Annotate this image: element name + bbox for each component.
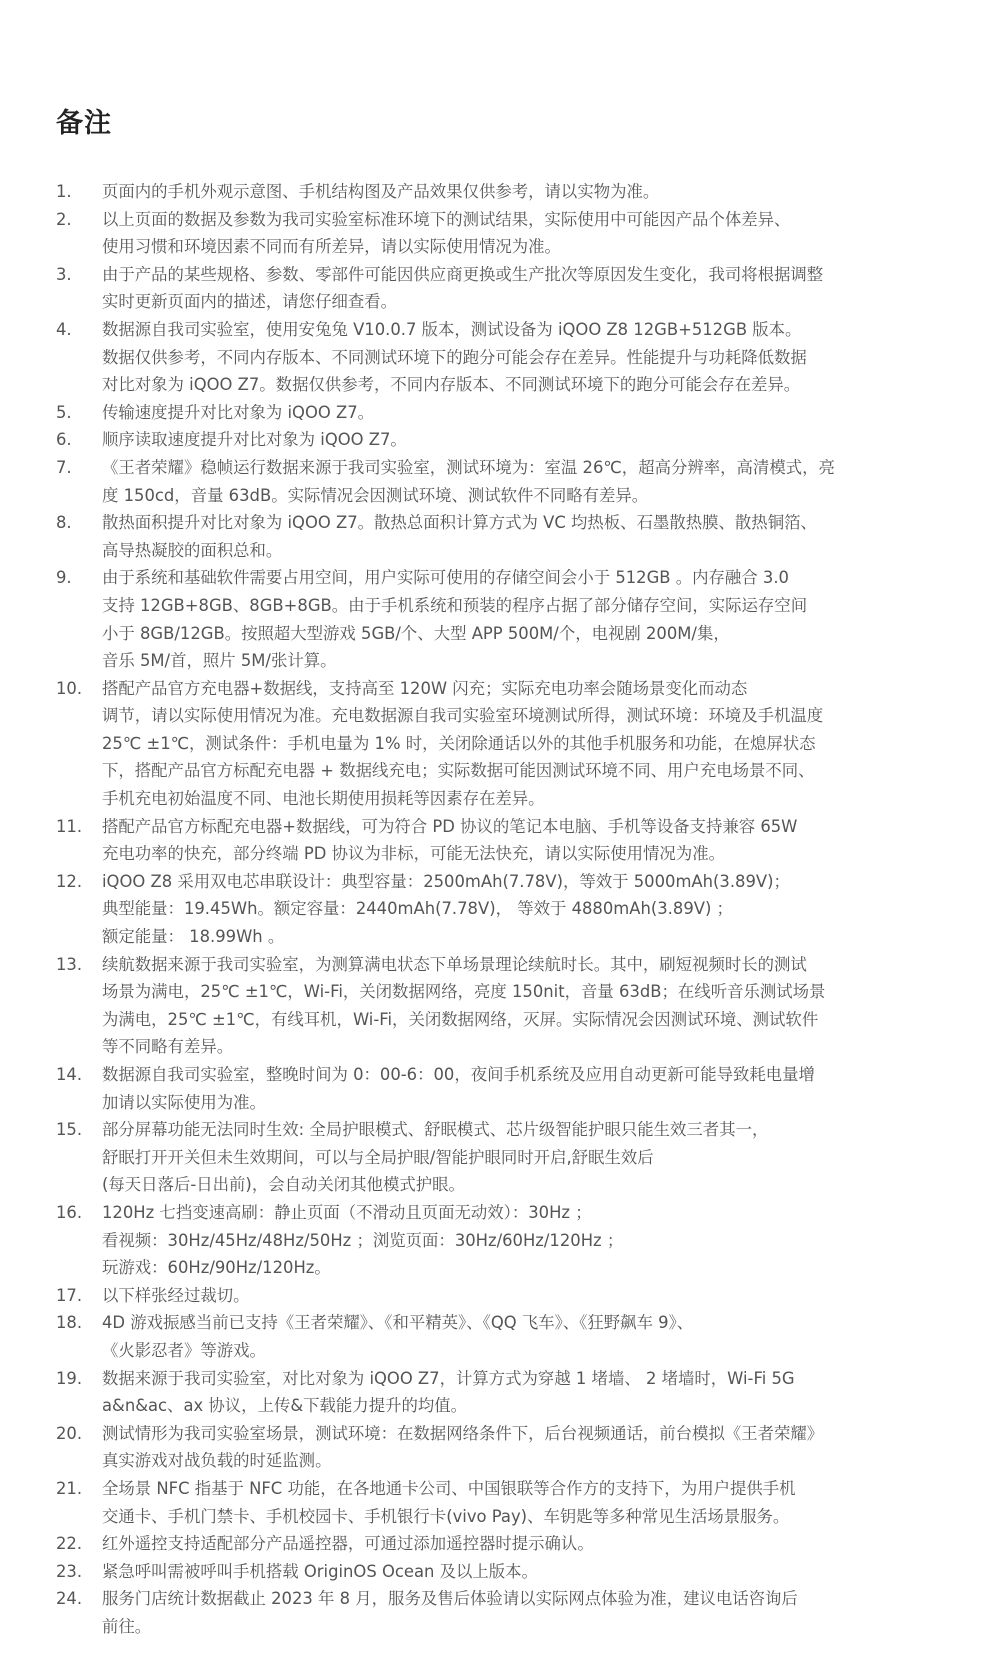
note-number: 15.	[56, 1120, 83, 1140]
note-text-line: 以下样张经过裁切。	[102, 1285, 250, 1305]
note-text	[102, 675, 950, 813]
note-text-line: 等不同略有差异。	[102, 1037, 234, 1057]
note-text	[102, 1365, 950, 1420]
note-number: 24.	[56, 1589, 83, 1609]
note-text-line: 支持 12GB+8GB、8GB+8GB。由于手机系统和预装的程序占据了部分储存空间，实际运存空间	[102, 595, 808, 615]
note-item	[56, 564, 950, 674]
note-text-line: 真实游戏对战负载的时延监测。	[102, 1451, 332, 1471]
note-text-line: 玩游戏：60Hz/90Hz/120Hz。	[102, 1258, 331, 1278]
note-number: 7.	[56, 457, 72, 477]
note-text	[102, 813, 950, 868]
note-item	[56, 399, 950, 427]
note-item	[56, 1199, 950, 1282]
note-text	[102, 178, 950, 206]
note-text-line: a&n&ac、ax 协议，上传&下载能力提升的均值。	[102, 1396, 468, 1416]
note-number: 19.	[56, 1368, 83, 1388]
note-item	[56, 1282, 950, 1310]
note-text-line: 由于系统和基础软件需要占用空间，用户实际可使用的存储空间会小于 512GB 。内存融合 3.0	[102, 568, 789, 588]
note-text	[102, 1475, 950, 1530]
note-text-line: 4D 游戏振感当前已支持《王者荣耀》、《和平精英》、《QQ 飞车》、《狂野飙车 9》、	[102, 1313, 694, 1333]
note-item	[56, 1585, 950, 1640]
note-text	[102, 509, 950, 564]
note-number: 9.	[56, 568, 72, 588]
note-item	[56, 426, 950, 454]
note-text-line: 舒眠打开开关但未生效期间，可以与全局护眼/智能护眼同时开启,舒眠生效后	[102, 1147, 654, 1167]
note-text-line: 页面内的手机外观示意图、手机结构图及产品效果仅供参考，请以实物为准。	[102, 182, 660, 201]
note-number: 22.	[56, 1534, 83, 1554]
note-number: 6.	[56, 430, 72, 450]
note-text	[102, 399, 950, 427]
note-text	[102, 261, 950, 316]
note-number: 23.	[56, 1561, 83, 1581]
note-text-line: 调节，请以实际使用情况为准。充电数据源自我司实验室环境测试所得，测试环境：环境及手机温度	[102, 706, 824, 726]
notes-list	[56, 178, 950, 1640]
note-item	[56, 206, 950, 261]
note-text	[102, 1061, 950, 1116]
note-text-line: (每天日落后-日出前)，会自动关闭其他模式护眼。	[102, 1175, 465, 1195]
note-text-line: 数据源自我司实验室，整晚时间为 0：00-6：00，夜间手机系统及应用自动更新可能导致耗电量增	[102, 1065, 815, 1084]
note-text-line: 为满电，25℃ ±1℃，有线耳机，Wi-Fi，关闭数据网络，灭屏。实际情况会因测试环境、测试软件	[102, 1009, 819, 1029]
note-text-line: 搭配产品官方充电器+数据线，支持高至 120W 闪充；实际充电功率会随场景变化而动态	[102, 678, 748, 698]
note-number: 3.	[56, 264, 72, 284]
note-text	[102, 426, 950, 454]
note-text-line: 25℃ ±1℃，测试条件：手机电量为 1% 时，关闭除通话以外的其他手机服务和功能，在熄屏状态	[102, 733, 816, 753]
note-text-line: 数据来源于我司实验室，对比对象为 iQOO Z7，计算方式为穿越 1 堵墙、 2 堵墙时，Wi-Fi 5G	[102, 1368, 795, 1388]
note-number: 21.	[56, 1478, 83, 1498]
note-text-line: iQOO Z8 采用双电芯串联设计：典型容量：2500mAh(7.78V)，等效于 5000mAh(3.89V)；	[102, 871, 790, 891]
note-text-line: 以上页面的数据及参数为我司实验室标准环境下的测试结果，实际使用中可能因产品个体差异、	[102, 209, 791, 229]
note-item	[56, 813, 950, 868]
note-text-line: 实时更新页面内的描述，请您仔细查看。	[102, 292, 398, 312]
note-text	[102, 316, 950, 399]
note-number: 11.	[56, 816, 83, 836]
note-text-line: 服务门店统计数据截止 2023 年 8 月，服务及售后体验请以实际网点体验为准，建议电话咨询后	[102, 1589, 798, 1609]
note-number: 4.	[56, 319, 72, 339]
note-number: 10.	[56, 678, 83, 698]
note-number: 8.	[56, 513, 72, 533]
note-text-line: 《火影忍者》等游戏。	[102, 1340, 266, 1360]
note-text-line: 手机充电初始温度不同、电池长期使用损耗等因素存在差异。	[102, 789, 545, 809]
note-text	[102, 1116, 950, 1199]
note-text-line: 下，搭配产品官方标配充电器 + 数据线充电；实际数据可能因测试环境不同、用户充电场景不同、	[102, 761, 815, 781]
note-text	[102, 1558, 950, 1586]
note-item	[56, 951, 950, 1061]
note-number: 20.	[56, 1423, 83, 1443]
note-text	[102, 206, 950, 261]
note-item	[56, 509, 950, 564]
note-number: 1.	[56, 182, 72, 201]
note-text-line: 测试情形为我司实验室场景，测试环境：在数据网络条件下，后台视频通话，前台模拟《王者荣耀》	[102, 1423, 824, 1443]
note-text-line: 加请以实际使用为准。	[102, 1092, 266, 1112]
note-text-line: 交通卡、手机门禁卡、手机校园卡、手机银行卡(vivo Pay)、车钥匙等多种常见生活场景服务。	[102, 1506, 790, 1526]
note-text	[102, 951, 950, 1061]
note-text-line: 度 150cd，音量 63dB。实际情况会因测试环境、测试软件不同略有差异。	[102, 485, 649, 505]
note-text-line: 数据源自我司实验室，使用安兔兔 V10.0.7 版本，测试设备为 iQOO Z8 12GB+512GB 版本。	[102, 319, 802, 339]
note-text	[102, 1530, 950, 1558]
note-text	[102, 1282, 950, 1310]
note-text-line: 小于 8GB/12GB。按照超大型游戏 5GB/个、大型 APP 500M/个，电视剧 200M/集，	[102, 623, 730, 643]
note-text-line: 典型能量：19.45Wh。额定容量：2440mAh(7.78V)， 等效于 4880mAh(3.89V) ；	[102, 899, 733, 919]
note-text	[102, 454, 950, 509]
note-item	[56, 675, 950, 813]
note-item	[56, 1475, 950, 1530]
note-number: 14.	[56, 1065, 83, 1084]
note-text-line: 充电功率的快充，部分终端 PD 协议为非标，可能无法快充，请以实际使用情况为准。	[102, 844, 725, 864]
note-item	[56, 316, 950, 399]
note-item	[56, 1309, 950, 1364]
note-text-line: 高导热凝胶的面积总和。	[102, 540, 283, 560]
note-text-line: 由于产品的某些规格、参数、零部件可能因供应商更换或生产批次等原因发生变化，我司将根据调整	[102, 264, 824, 284]
note-text-line: 对比对象为 iQOO Z7。数据仅供参考，不同内存版本、不同测试环境下的跑分可能会存在差异。	[102, 375, 801, 395]
note-item	[56, 1116, 950, 1199]
note-number: 16.	[56, 1202, 83, 1222]
note-item	[56, 868, 950, 951]
note-text-line: 搭配产品官方标配充电器+数据线，可为符合 PD 协议的笔记本电脑、手机等设备支持兼容 65W	[102, 816, 798, 836]
note-item	[56, 1530, 950, 1558]
note-item	[56, 178, 950, 206]
note-text-line: 数据仅供参考，不同内存版本、不同测试环境下的跑分可能会存在差异。性能提升与功耗降低数据	[102, 347, 807, 367]
note-text-line: 额定能量： 18.99Wh 。	[102, 927, 285, 947]
note-text-line: 看视频：30Hz/45Hz/48Hz/50Hz ；浏览页面：30Hz/60Hz/120Hz ；	[102, 1230, 624, 1250]
note-item	[56, 261, 950, 316]
note-text-line: 传输速度提升对比对象为 iQOO Z7。	[102, 402, 375, 422]
note-text-line: 顺序读取速度提升对比对象为 iQOO Z7。	[102, 430, 407, 450]
note-text-line: 部分屏幕功能无法同时生效: 全局护眼模式、舒眠模式、芯片级智能护眼只能生效三者其一，	[102, 1120, 769, 1140]
page-title: 备注	[56, 108, 112, 139]
note-number: 2.	[56, 209, 72, 229]
note-text-line: 续航数据来源于我司实验室，为测算满电状态下单场景理论续航时长。其中，刷短视频时长的测试	[102, 954, 807, 974]
note-number: 5.	[56, 402, 72, 422]
note-item	[56, 454, 950, 509]
note-text	[102, 1199, 950, 1282]
note-text	[102, 1309, 950, 1364]
note-item	[56, 1365, 950, 1420]
note-item	[56, 1061, 950, 1116]
note-item	[56, 1558, 950, 1586]
note-text-line: 音乐 5M/首，照片 5M/张计算。	[102, 651, 337, 671]
note-text-line: 使用习惯和环境因素不同而有所差异，请以实际使用情况为准。	[102, 237, 561, 257]
note-text-line: 紧急呼叫需被呼叫手机搭载 OriginOS Ocean 及以上版本。	[102, 1561, 538, 1581]
note-text	[102, 868, 950, 951]
note-item	[56, 1420, 950, 1475]
note-text	[102, 564, 950, 674]
note-text	[102, 1420, 950, 1475]
note-number: 13.	[56, 954, 83, 974]
note-text-line: 全场景 NFC 指基于 NFC 功能，在各地通卡公司、中国银联等合作方的支持下，为用户提供手机	[102, 1478, 796, 1498]
note-number: 12.	[56, 871, 83, 891]
note-text-line: 120Hz 七挡变速高刷：静止页面（不滑动且页面无动效）：30Hz ；	[102, 1202, 592, 1222]
note-text-line: 场景为满电，25℃ ±1℃，Wi-Fi，关闭数据网络，亮度 150nit，音量 63dB；在线听音乐测试场景	[102, 982, 826, 1002]
note-text	[102, 1585, 950, 1640]
note-number: 17.	[56, 1285, 83, 1305]
note-text-line: 前往。	[102, 1616, 152, 1636]
note-text-line: 散热面积提升对比对象为 iQOO Z7。散热总面积计算方式为 VC 均热板、石墨散热膜、散热铜箔、	[102, 513, 817, 533]
note-text-line: 《王者荣耀》稳帧运行数据来源于我司实验室，测试环境为：室温 26℃，超高分辨率，高清模式，亮	[102, 457, 835, 477]
note-text-line: 红外遥控支持适配部分产品遥控器，可通过添加遥控器时提示确认。	[102, 1534, 594, 1554]
note-number: 18.	[56, 1313, 83, 1333]
